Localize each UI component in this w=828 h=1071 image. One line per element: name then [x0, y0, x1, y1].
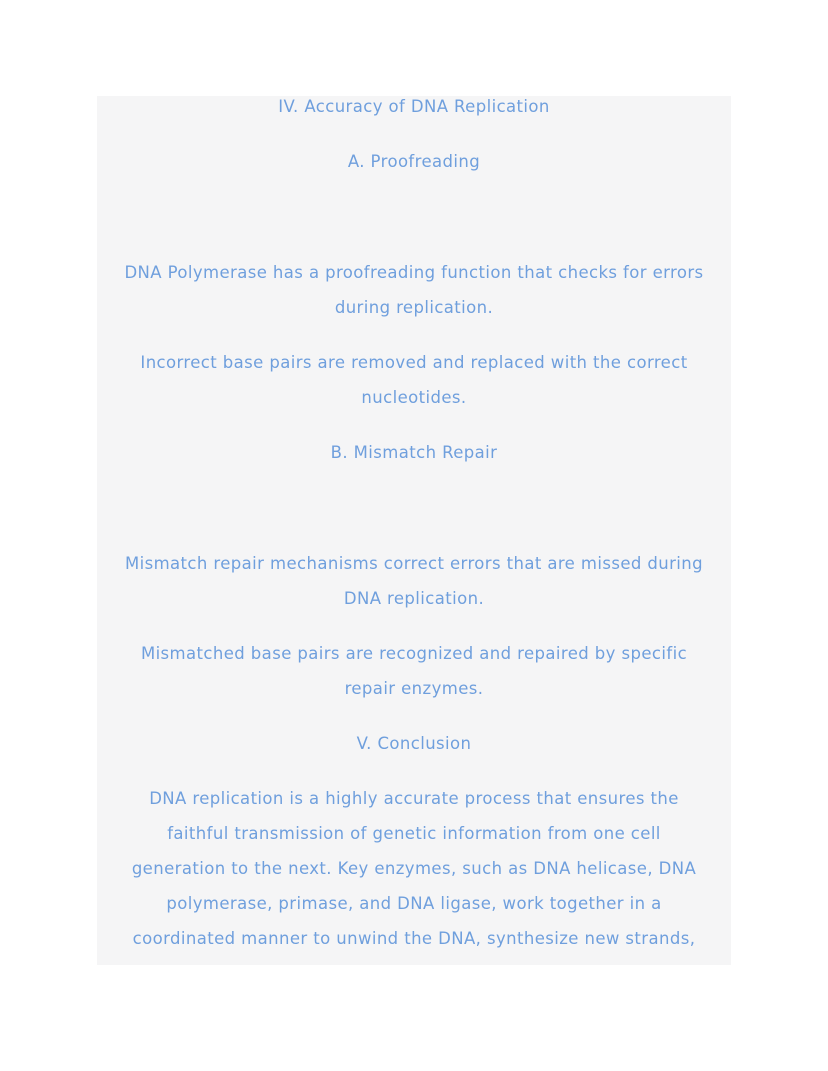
section-heading-conclusion: V. Conclusion	[356, 734, 472, 753]
subheading-proofreading: A. Proofreading	[347, 152, 481, 171]
proofreading-paragraph-1-line-2: during replication.	[334, 298, 494, 317]
document-panel	[97, 96, 731, 965]
conclusion-paragraph-line-2: faithful transmission of genetic information from one cell	[167, 824, 661, 843]
mismatch-paragraph-2-line-2: repair enzymes.	[344, 679, 484, 698]
mismatch-paragraph-2-line-1: Mismatched base pairs are recognized and repaired by specific	[140, 644, 688, 663]
conclusion-paragraph-line-4: polymerase, primase, and DNA ligase, work together in a	[166, 894, 662, 913]
proofreading-paragraph-1-line-1: DNA Polymerase has a proofreading function that checks for errors	[124, 263, 704, 282]
conclusion-paragraph-line-3: generation to the next. Key enzymes, such as DNA helicase, DNA	[131, 859, 697, 878]
proofreading-paragraph-2-line-1: Incorrect base pairs are removed and replaced with the correct	[140, 353, 688, 372]
mismatch-paragraph-1-line-1: Mismatch repair mechanisms correct errors that are missed during	[124, 554, 704, 573]
proofreading-paragraph-2-line-2: nucleotides.	[361, 388, 467, 407]
conclusion-paragraph-line-5: coordinated manner to unwind the DNA, synthesize new strands,	[132, 929, 696, 948]
subheading-mismatch-repair: B. Mismatch Repair	[330, 443, 498, 462]
section-heading-accuracy: IV. Accuracy of DNA Replication	[278, 97, 550, 116]
mismatch-paragraph-1-line-2: DNA replication.	[343, 589, 485, 608]
conclusion-paragraph-line-1: DNA replication is a highly accurate process that ensures the	[149, 789, 679, 808]
